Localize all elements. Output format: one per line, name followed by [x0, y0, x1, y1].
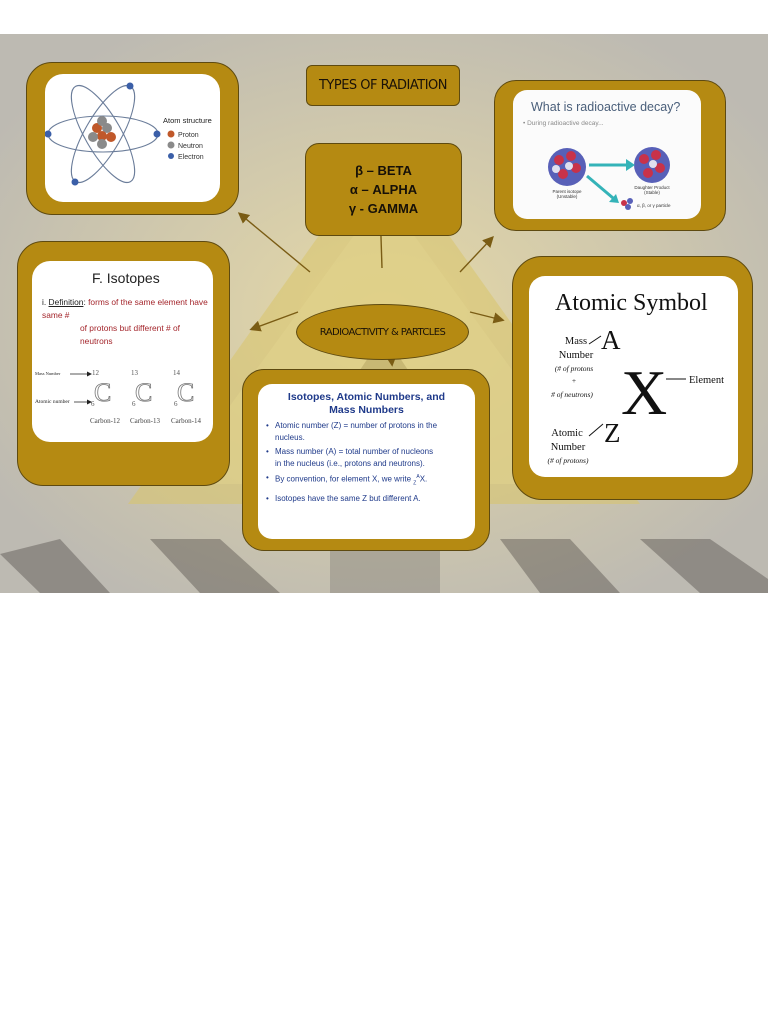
atomic-number-z: Z: [604, 418, 621, 448]
legend-proton: Proton: [178, 132, 199, 139]
daughter-sub: (Stable): [644, 190, 660, 195]
atomic-note: (# of protons): [547, 456, 589, 465]
atomic-symbol-title: Atomic Symbol: [555, 290, 708, 316]
types-of-radiation-title: TYPES OF RADIATION: [306, 65, 460, 106]
element-label: Element: [689, 375, 724, 386]
parent-sub: (Unstable): [556, 194, 578, 199]
mass-number-a: A: [601, 325, 621, 355]
isotope-3-mass: 14: [173, 369, 180, 377]
atom-title: Atom structure: [163, 116, 212, 125]
concept-map-slide: [0, 34, 768, 593]
mass-note-3: # of neutrons): [551, 390, 593, 399]
bullet-isotopes: • Isotopes have the same Z but different A.: [266, 493, 421, 503]
atomic-number-label: Atomic number: [35, 399, 70, 405]
radioactive-decay-card: [513, 90, 701, 219]
bullet-convention: • By convention, for element X, we write $_Z^A$X.: [266, 473, 428, 487]
atom-structure-card: [45, 74, 220, 202]
daughter-nucleus: [634, 147, 670, 183]
radiation-beta: β – BETA: [355, 163, 412, 178]
electron-legend-icon: [168, 153, 174, 159]
radiation-alpha: α – ALPHA: [349, 182, 418, 197]
legend-electron: Electron: [178, 154, 204, 161]
atomic-label-2: Number: [550, 442, 586, 453]
mass-label-2: Number: [558, 350, 594, 361]
bullet-mass-number: • Mass number (A) = total number of nucleons in the nucleus (i.e., protons and neutrons).: [266, 447, 434, 468]
atomic-symbol-diagram: [529, 276, 738, 477]
daughter-label: Daughter Product: [634, 185, 670, 190]
bullet-atomic-number: • Atomic number (Z) = number of protons in the nucleus.: [266, 421, 438, 442]
mass-note-1: (# of protons: [554, 364, 594, 373]
decay-illustration: [513, 90, 701, 219]
isotope-3-symbol: C: [177, 378, 195, 407]
neutron-legend-icon: [168, 142, 175, 149]
mass-number-label: Mass Number: [35, 371, 61, 376]
mass-note-2: +: [571, 376, 577, 385]
atomic-numbers-node: [242, 369, 490, 551]
parent-nucleus: [548, 148, 586, 186]
element-x: X: [621, 357, 668, 428]
decay-bullet: • During radioactive decay...: [523, 120, 604, 127]
isotopes-definition: i. Definition: forms of the same element have same # of protons but different # of neutrons: [42, 297, 208, 346]
radioactivity-particles-center-node: RADIOACTIVITY & PARTCLES: [296, 304, 469, 360]
isotopes-card: [32, 261, 213, 442]
isotope-3-z: 6: [174, 400, 178, 408]
isotope-1-mass: 12: [92, 369, 99, 377]
atomic-symbol-node: [512, 256, 753, 500]
radioactive-decay-node: [494, 80, 726, 231]
isotope-1-symbol: C: [94, 378, 112, 407]
atomic-label: Atomic: [551, 428, 583, 439]
isotope-notation: [32, 261, 213, 442]
numbers-title: Isotopes, Atomic Numbers, and Mass Numbers: [287, 391, 446, 416]
numbers-bullets: [266, 420, 472, 504]
isotope-1-name: Carbon-12: [90, 417, 120, 425]
isotopes-title: F. Isotopes: [92, 270, 160, 286]
particle-label: α, β, or γ particle: [637, 203, 671, 208]
isotope-2-mass: 13: [131, 369, 138, 377]
isotopes-node: [17, 241, 230, 486]
nucleus: [88, 116, 116, 149]
atomic-symbol-card: [529, 276, 738, 477]
isotope-3-name: Carbon-14: [171, 417, 201, 425]
parent-label: Parent isotope: [552, 189, 582, 194]
isotope-2-name: Carbon-13: [130, 417, 160, 425]
emitted-particle: [621, 198, 633, 210]
isotope-2-symbol: C: [135, 378, 153, 407]
atom-structure-node: [26, 62, 239, 215]
isotope-1-z: 6: [91, 400, 95, 408]
atom-diagram: [45, 74, 220, 202]
legend-neutron: Neutron: [178, 143, 203, 150]
decay-title: What is radioactive decay?: [531, 100, 681, 114]
proton-legend-icon: [168, 131, 175, 138]
atomic-numbers-card: [258, 384, 475, 539]
radiation-types-list: [305, 143, 462, 236]
radiation-gamma: γ - GAMMA: [348, 201, 419, 216]
mass-label: Mass: [564, 336, 588, 347]
isotope-2-z: 6: [132, 400, 136, 408]
